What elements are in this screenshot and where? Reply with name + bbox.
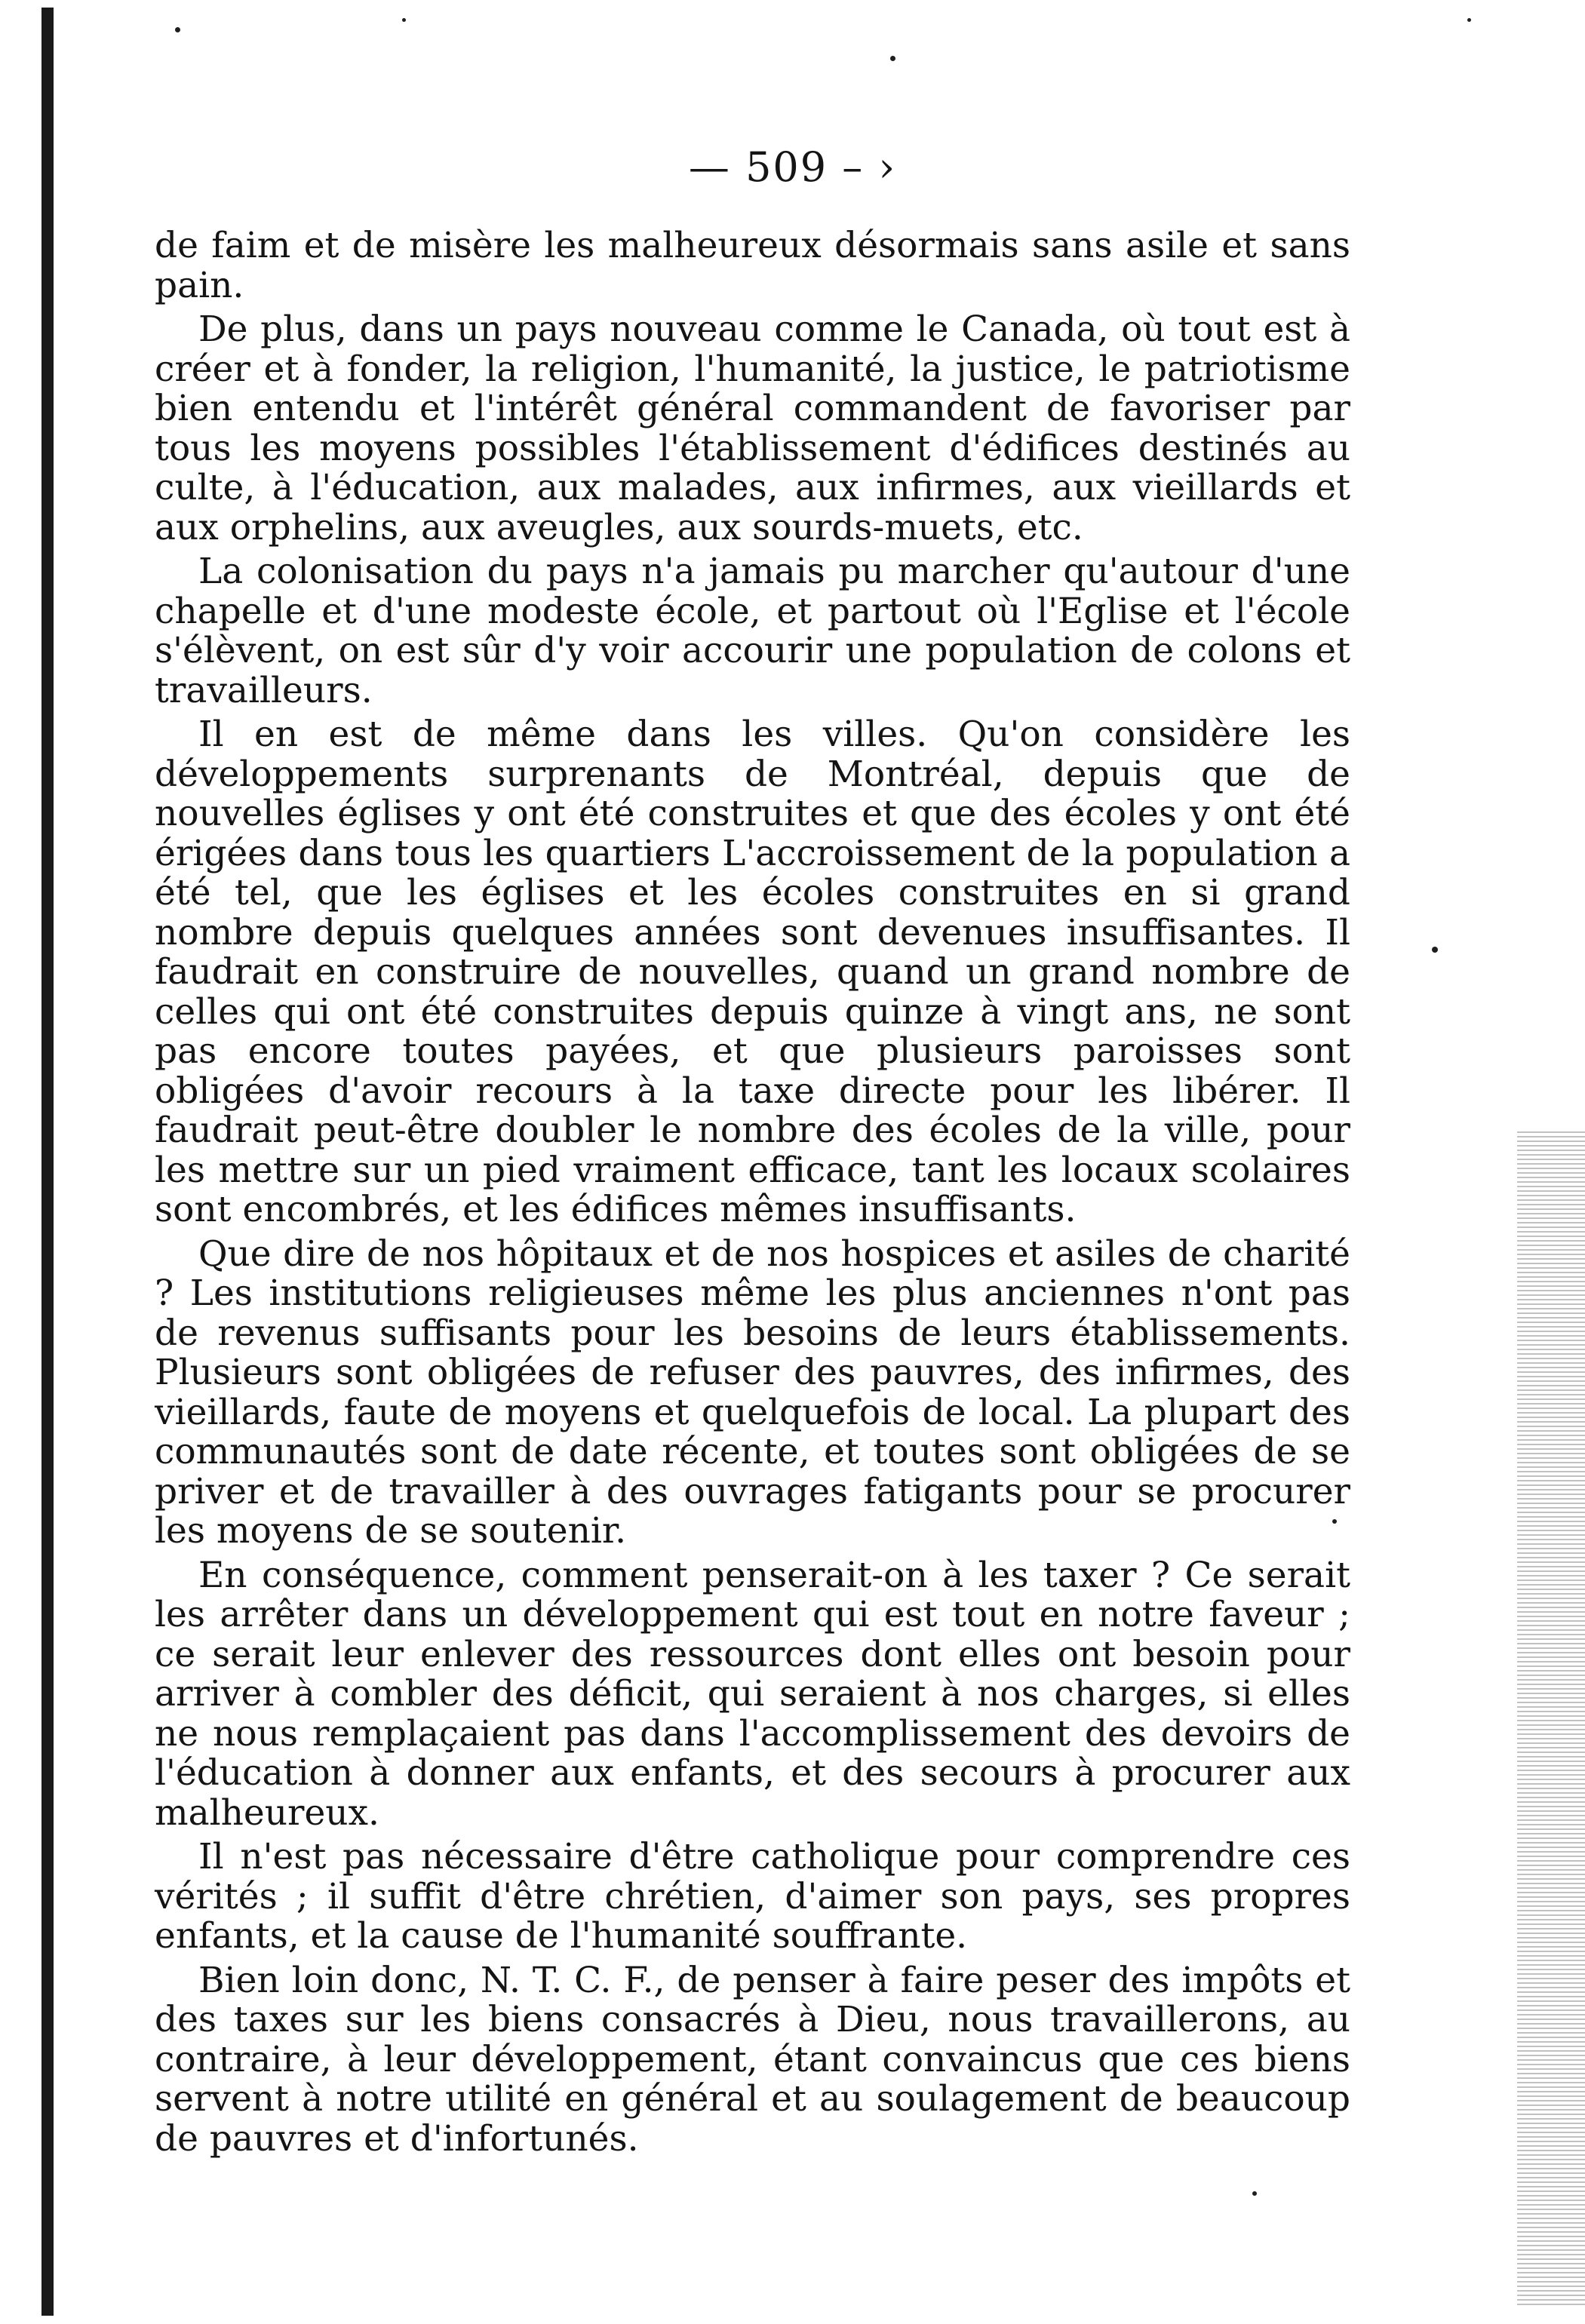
scan-speck [1252,2191,1257,2196]
scan-speck [1432,947,1438,953]
paragraph: de faim et de misère les malheureux désormais sans asile et sans pain. [155,225,1350,306]
scan-speck [1467,18,1471,22]
paragraph: En conséquence, comment penserait-on à les taxer ? Ce serait les arrêter dans un développement qui est tout en notre faveur ; ce serait leur enlever des ressources dont elles ont besoin pour arriver à combler des déficit, qui seraient à nos charges, si elles ne nous remplaçaient pas dans l'accomplissement des devoirs de l'éducation à donner aux enfants, et des secours à procurer aux malheureux. [155,1554,1350,1834]
page-number: — 509 – › [688,143,897,191]
scan-speck [890,56,895,61]
paragraph: De plus, dans un pays nouveau comme le Canada, où tout est à créer et à fonder, la religion, l'humanité, la justice, le patriotisme bien entendu et l'intérêt général commandent de favoriser par tous les moyens possibles l'établissement d'édifices destinés au culte, à l'éducation, aux malades, aux infirmes, aux vieillards et aux orphelins, aux aveugles, aux sourds-muets, etc. [155,309,1350,548]
page-binding-edge [41,8,54,2316]
body-text [155,226,1350,2163]
scan-speck [402,18,406,22]
paragraph: Il en est de même dans les villes. Qu'on considère les développements surprenants de Montréal, depuis que de nouvelles églises y ont été construites et que des écoles y ont été érigées dans tous les quartiers L'accroissement de la population a été tel, que les églises et les écoles construites en si grand nombre depuis quelques années sont devenues insuffisantes. Il faudrait en construire de nouvelles, quand un grand nombre de celles qui ont été construites depuis quinze à vingt ans, ne sont pas encore toutes payées, et que plusieurs paroisses sont obligées d'avoir recours à la taxe directe pour les libérer. Il faudrait peut-être doubler le nombre des écoles de la ville, pour les mettre sur un pied vraiment efficace, tant les locaux scolaires sont encombrés, et les édifices mêmes insuffisants. [155,714,1350,1230]
paragraph: La colonisation du pays n'a jamais pu marcher qu'autour d'une chapelle et d'une modeste école, et partout où l'Eglise et l'école s'élèvent, on est sûr d'y voir accourir une population de colons et travailleurs. [155,551,1350,711]
scan-speck [175,27,180,32]
scan-edge-noise [1517,1131,1585,2308]
paragraph: Bien loin donc, N. T. C. F., de penser à faire peser des impôts et des taxes sur les biens consacrés à Dieu, nous travaillerons, au contraire, à leur développement, étant convaincus que ces biens servent à notre utilité en général et au soulagement de beaucoup de pauvres et d'infortunés. [155,1959,1350,2160]
paragraph: Que dire de nos hôpitaux et de nos hospices et asiles de charité ? Les institutions religieuses même les plus anciennes n'ont pas de revenus suffisants pour les besoins de leurs établissements. Plusieurs sont obligées de refuser des pauvres, des infirmes, des vieillards, faute de moyens et quelquefois de local. La plupart des communautés sont de date récente, et toutes sont obligées de se priver et de travailler à des ouvrages fatigants pour se procurer les moyens de se soutenir. [155,1233,1350,1552]
paragraph: Il n'est pas nécessaire d'être catholique pour comprendre ces vérités ; il suffit d'être chrétien, d'aimer son pays, ses propres enfants, et la cause de l'humanité souffrante. [155,1836,1350,1957]
